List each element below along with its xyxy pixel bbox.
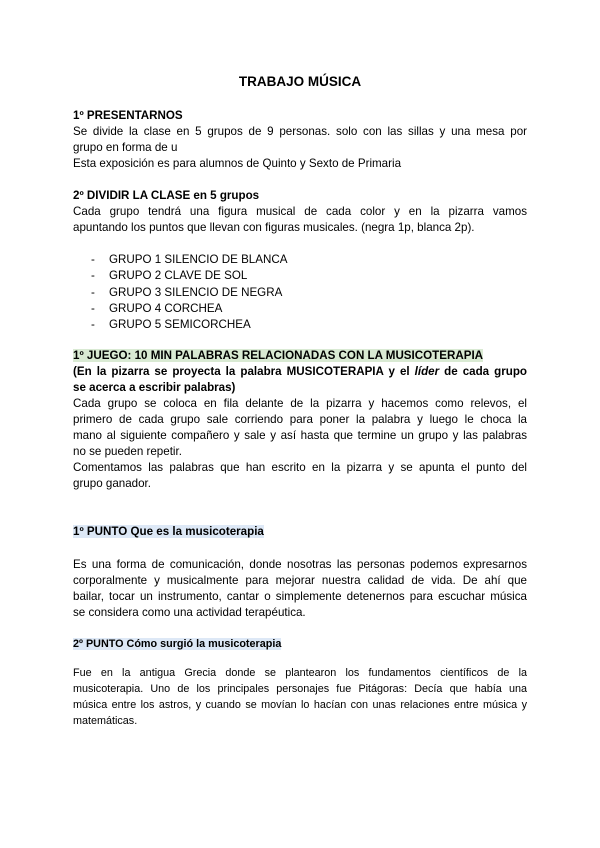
paragraph-line: no se pueden repetir. — [73, 445, 182, 458]
paragraph-line: Se divide la clase en 5 grupos de 9 personas. solo con las sillas y una mesa por — [73, 125, 527, 138]
subheading-text: (En la pizarra se proyecta la palabra MUSICOTERAPIA y el — [73, 365, 415, 378]
list-dash: - — [91, 253, 95, 266]
paragraph-line: mano al siguiente compañero y sale y así hasta que termine un grupo y las palabras — [73, 429, 527, 442]
paragraph-line: primero de cada grupo sale corriendo para poner la palabra y luego le choca la — [73, 413, 527, 426]
section-heading — [73, 636, 527, 652]
groups-list-container — [73, 252, 527, 333]
section-dividir — [73, 188, 527, 236]
paragraph-line: Fue en la antigua Grecia donde se plantearon los fundamentos científicos de la — [73, 667, 527, 679]
section-punto-2 — [73, 636, 527, 652]
paragraph-line: musicoterapia. Uno de los principales personajes fue Pitágoras: Decía que había una — [73, 683, 527, 695]
paragraph-line: matemáticas. — [73, 715, 138, 727]
highlighted-heading: 1º JUEGO: 10 MIN PALABRAS RELACIONADAS CON LA MUSICOTERAPIA — [73, 349, 484, 362]
list-item-text: GRUPO 1 SILENCIO DE BLANCA — [109, 253, 288, 266]
game-subheading-line: se acerca a escribir palabras) — [73, 381, 236, 394]
paragraph-line: Esta exposición es para alumnos de Quinto y Sexto de Primaria — [73, 157, 402, 170]
section-punto-1 — [73, 524, 527, 540]
paragraph-line: corporalmente y musicalmente para mejorar nuestra calidad de vida. De ahí que — [73, 574, 527, 587]
subheading-italic: líder — [414, 365, 440, 378]
section-heading — [73, 524, 527, 540]
section-juego — [73, 348, 527, 492]
highlighted-heading: 2º PUNTO Cómo surgió la musicoterapia — [73, 638, 282, 650]
paragraph-line: grupo ganador. — [73, 477, 152, 490]
paragraph-line: Comentamos las palabras que han escrito en la pizarra y se apunta el punto del — [73, 461, 527, 474]
list-dash: - — [91, 269, 95, 283]
list-item-text: GRUPO 4 CORCHEA — [109, 301, 223, 315]
list-item-text: GRUPO 5 SEMICORCHEA — [109, 318, 251, 332]
list-dash: - — [91, 318, 95, 332]
paragraph-line: Cada grupo tendrá una figura musical de cada color y en la pizarra vamos — [73, 205, 527, 218]
section-heading: 2º DIVIDIR LA CLASE en 5 grupos — [73, 189, 260, 202]
highlighted-heading: 1º PUNTO Que es la musicoterapia — [73, 525, 264, 538]
paragraph-line: música entre los astros, y cuando se movían lo hacían con unas relaciones entre música y — [73, 699, 527, 711]
section-heading — [73, 348, 527, 364]
paragraph-line: Es una forma de comunicación, donde nosotras las personas podemos expresarnos — [73, 558, 527, 571]
list-item — [73, 268, 527, 284]
section-punto-2-body — [73, 665, 527, 729]
list-item-text: GRUPO 3 SILENCIO DE NEGRA — [109, 285, 283, 299]
list-item — [73, 285, 527, 301]
section-punto-1-body — [73, 557, 527, 621]
paragraph-line: se considera como una actividad terapéutica. — [73, 606, 306, 619]
section-presentarnos — [73, 108, 527, 172]
paragraph-line: apuntando los puntos que llevan con figuras musicales. (negra 1p, blanca 2p). — [73, 221, 475, 234]
game-subheading — [73, 364, 527, 380]
groups-list — [73, 252, 527, 333]
list-dash: - — [91, 285, 95, 299]
list-item — [73, 317, 527, 333]
list-item — [73, 252, 527, 268]
list-item — [73, 301, 527, 317]
subheading-text: de cada grupo — [439, 365, 527, 378]
list-dash: - — [91, 301, 95, 315]
paragraph-line: bailar, tocar un instrumento, cantar o simplemente detenernos para escuchar música — [73, 590, 527, 603]
document-title: TRABAJO MÚSICA — [238, 74, 362, 89]
paragraph-line: Cada grupo se coloca en fila delante de la pizarra y hacemos como relevos, el — [73, 397, 527, 410]
section-heading: 1º PRESENTARNOS — [73, 109, 183, 122]
list-item-text: GRUPO 2 CLAVE DE SOL — [109, 269, 248, 283]
paragraph-line: grupo en forma de u — [73, 141, 178, 154]
